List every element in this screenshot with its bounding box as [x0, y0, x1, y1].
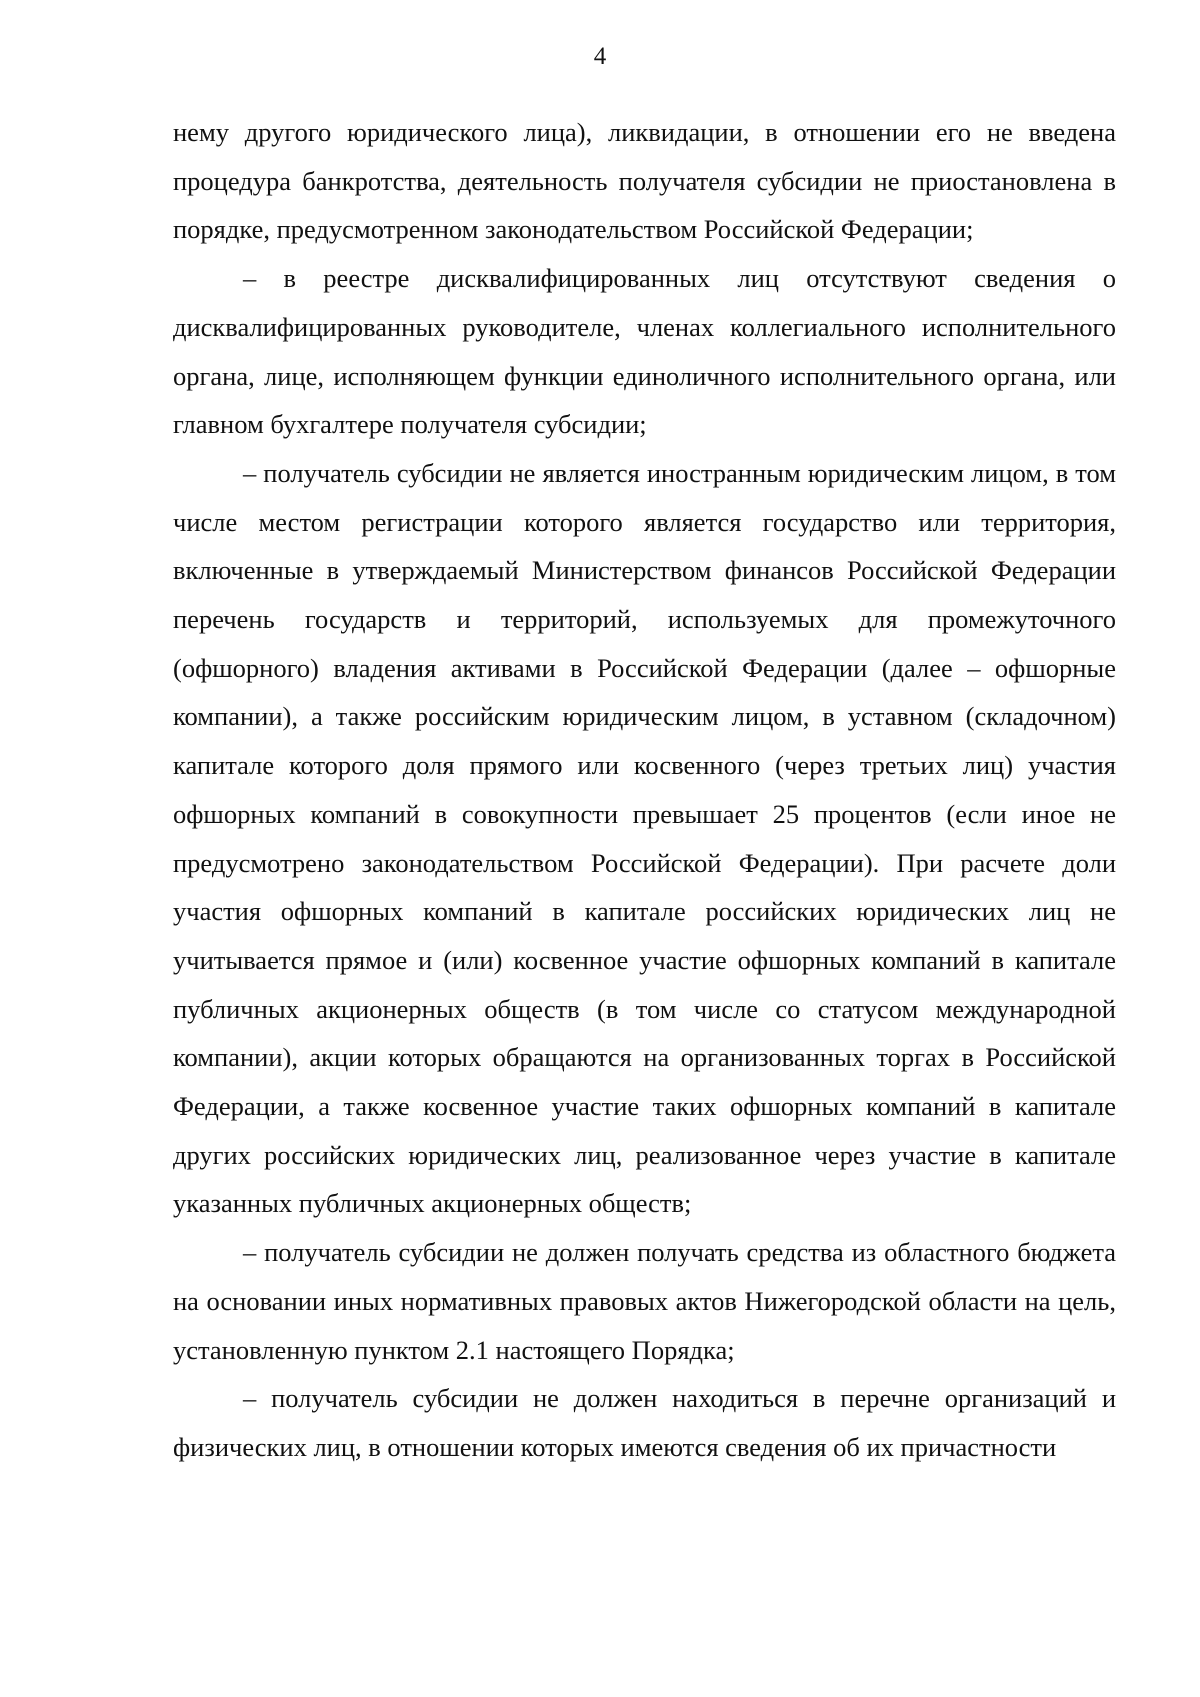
paragraph-sanctions-list: – получатель субсидии не должен находиться в перечне организаций и физических лиц, в отношении которых имеются сведения об их причастности [173, 1383, 1116, 1462]
paragraph-regional-budget: – получатель субсидии не должен получать средства из областного бюджета на основании иных нормативных правовых актов Нижегородской области на цель, установленную пунктом 2.1 настоящего Порядка; [173, 1237, 1116, 1365]
paragraph-disqualified-persons: – в реестре дисквалифицированных лиц отсутствуют сведения о дисквалифицированных руководителе, членах коллегиального исполнительного органа, лице, исполняющем функции единоличного исполнительного органа, или главном бухгалтере получателя субсидии; [173, 263, 1116, 440]
paragraph-offshore-companies: – получатель субсидии не является иностранным юридическим лицом, в том числе местом регистрации которого является государство или территория, включенные в утверждаемый Министерством финансов Российской Федерации перечень государств и территорий, используемых для промежуточного (офшорного) владения активами в Российской Федерации (далее – офшорные компании), а также российским юридическим лицом, в уставном (складочном) капитале которого доля прямого или косвенного (через третьих лиц) участия офшорных компаний в совокупности превышает 25 процентов (если иное не предусмотрено законодательством Российской Федерации). При расчете доли участия офшорных компаний в капитале российских юридических лиц не учитывается прямое и (или) косвенное участие офшорных компаний в капитале публичных акционерных обществ (в том числе со статусом международной компании), акции которых обращаются на организованных торгах в Российской Федерации, а также косвенное участие таких офшорных компаний в капитале других российских юридических лиц, реализованное через участие в капитале указанных публичных акционерных обществ; [173, 457, 1116, 1219]
page-number: 4 [593, 43, 607, 70]
paragraph-continuation: нему другого юридического лица), ликвидации, в отношении его не введена процедура банкротства, деятельность получателя субсидии не приостановлена в порядке, предусмотренном законодательством Российской Федерации; [173, 117, 1116, 245]
document-body [173, 108, 1116, 1472]
